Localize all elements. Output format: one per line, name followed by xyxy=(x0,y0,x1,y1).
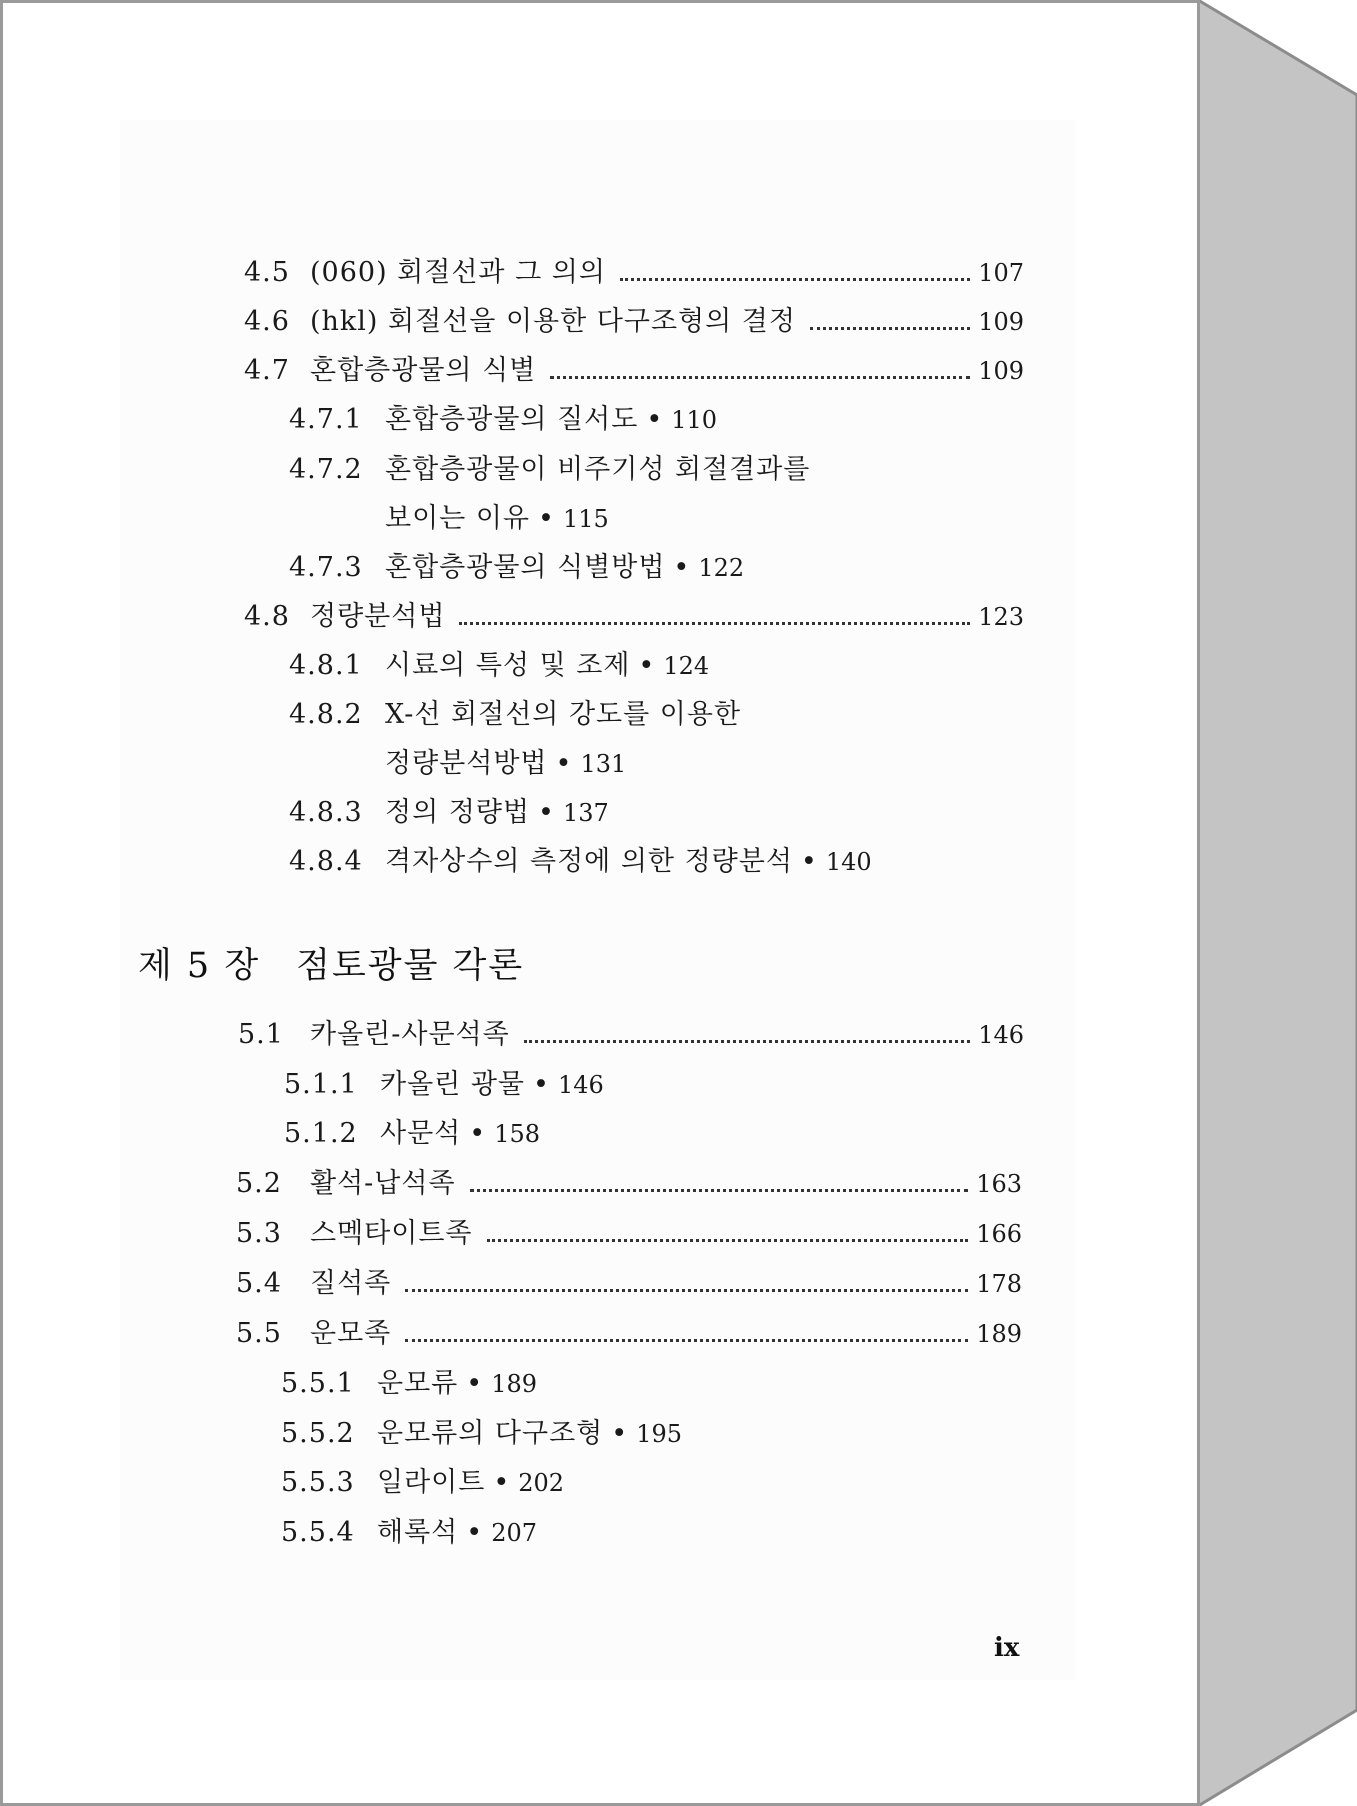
toc-entry-5-3 xyxy=(236,1211,1022,1250)
toc-entry-4-7-2 xyxy=(289,447,810,486)
entry-title: 질석족 xyxy=(310,1268,392,1299)
chapter-heading xyxy=(138,938,524,988)
entry-number: 5.2 xyxy=(236,1168,282,1199)
entry-number: 5.5.3 xyxy=(281,1467,355,1498)
entry-title: (060) 회절선과 그 의의 xyxy=(310,257,606,288)
bullet-separator: • xyxy=(673,552,691,583)
entry-title: 혼합층광물의 질서도 xyxy=(385,404,639,435)
entry-page: 202 xyxy=(518,1469,565,1497)
bullet-separator: • xyxy=(638,650,656,681)
entry-number: 5.5.2 xyxy=(281,1418,355,1449)
toc-entry-5-1 xyxy=(238,1012,1024,1051)
entry-title: 운모족 xyxy=(310,1318,392,1349)
entry-number: 5.3 xyxy=(236,1218,282,1249)
entry-number: 4.7.3 xyxy=(289,552,363,583)
entry-page: 110 xyxy=(671,406,718,434)
entry-page: 107 xyxy=(978,259,1024,287)
bullet-separator: • xyxy=(800,846,818,877)
entry-page: 124 xyxy=(663,652,710,680)
entry-number: 5.5 xyxy=(236,1318,282,1349)
entry-page: 158 xyxy=(494,1120,540,1148)
page-number: ix xyxy=(994,1633,1020,1663)
bullet-separator: • xyxy=(466,1368,484,1399)
entry-title-continued: 정량분석방법 xyxy=(385,748,548,779)
entry-page: 146 xyxy=(978,1021,1024,1049)
toc-entry-5-5 xyxy=(236,1311,1022,1350)
entry-page: 109 xyxy=(978,308,1024,336)
chapter-title: 점토광물 각론 xyxy=(296,946,525,986)
entry-title: 정의 정량법 xyxy=(385,797,530,828)
entry-title: 카올린-사문석족 xyxy=(310,1019,510,1050)
chapter-label: 제 5 장 xyxy=(138,946,261,986)
toc-entry-4-7-3 xyxy=(289,545,744,584)
dot-leader xyxy=(405,1289,968,1292)
entry-title: 활석-납석족 xyxy=(310,1168,456,1199)
toc-entry-4-5 xyxy=(244,250,1024,289)
entry-page: 109 xyxy=(978,357,1024,385)
toc-entry-5-2 xyxy=(236,1161,1022,1200)
entry-number: 4.8.3 xyxy=(289,797,363,828)
toc-entry-5-5-2 xyxy=(281,1411,682,1450)
toc-entry-5-5-3 xyxy=(281,1460,564,1499)
dot-leader xyxy=(524,1040,970,1043)
entry-title: 카올린 광물 xyxy=(380,1069,525,1100)
toc-entry-4-7-2-cont xyxy=(385,496,609,535)
dot-leader xyxy=(620,278,970,281)
toc-entry-4-7 xyxy=(244,348,1024,387)
entry-number: 5.5.4 xyxy=(281,1517,355,1548)
entry-number: 4.7.2 xyxy=(289,454,363,485)
entry-title: 해록석 xyxy=(377,1517,459,1548)
bullet-separator: • xyxy=(538,797,555,828)
entry-title: 혼합층광물의 식별 xyxy=(310,355,537,386)
entry-page: 131 xyxy=(580,750,627,778)
bullet-separator: • xyxy=(469,1118,487,1149)
toc-entry-4-7-1 xyxy=(289,397,717,436)
entry-number: 4.8.4 xyxy=(289,846,363,877)
toc-entry-4-8-1 xyxy=(289,643,709,682)
bullet-separator: • xyxy=(611,1418,629,1449)
entry-page: 123 xyxy=(978,603,1024,631)
bullet-separator: • xyxy=(533,1069,550,1100)
entry-page: 122 xyxy=(698,554,745,582)
toc-entry-4-8-2-cont xyxy=(385,741,626,780)
bullet-separator: • xyxy=(493,1467,511,1498)
entry-number: 5.1 xyxy=(238,1019,284,1050)
entry-number: 4.7.1 xyxy=(289,404,363,435)
entry-number: 5.1.1 xyxy=(284,1069,358,1100)
dot-leader xyxy=(405,1339,968,1342)
entry-number: 4.8 xyxy=(244,601,290,632)
entry-title: 일라이트 xyxy=(377,1467,486,1498)
entry-title: (hkl) 회절선을 이용한 다구조형의 결정 xyxy=(310,306,796,337)
entry-page: 189 xyxy=(976,1320,1022,1348)
toc-entry-4-8 xyxy=(244,594,1024,633)
entry-title: 격자상수의 측정에 의한 정량분석 xyxy=(385,846,793,877)
bullet-separator: • xyxy=(538,503,555,534)
entry-title-continued: 보이는 이유 xyxy=(385,503,530,534)
entry-number: 4.8.1 xyxy=(289,650,363,681)
entry-number: 4.7 xyxy=(244,355,290,386)
entry-page: 140 xyxy=(825,848,872,876)
dot-leader xyxy=(810,327,970,330)
entry-number: 4.5 xyxy=(244,257,290,288)
toc-entry-4-8-4 xyxy=(289,839,872,878)
entry-page: 137 xyxy=(562,799,609,827)
entry-title: X-선 회절선의 강도를 이용한 xyxy=(385,699,742,730)
toc-entry-4-8-2 xyxy=(289,692,741,731)
dot-leader xyxy=(487,1239,969,1242)
entry-page: 195 xyxy=(636,1420,682,1448)
entry-page: 178 xyxy=(976,1270,1022,1298)
entry-page: 115 xyxy=(562,505,609,533)
entry-title: 사문석 xyxy=(380,1118,462,1149)
entry-page: 207 xyxy=(491,1519,537,1547)
entry-title: 정량분석법 xyxy=(310,601,446,632)
bullet-separator: • xyxy=(646,404,664,435)
toc-entry-4-6 xyxy=(244,299,1024,338)
entry-page: 163 xyxy=(976,1170,1022,1198)
entry-page: 166 xyxy=(976,1220,1022,1248)
entry-title: 혼합층광물의 식별방법 xyxy=(385,552,666,583)
entry-number: 4.8.2 xyxy=(289,699,363,730)
bullet-separator: • xyxy=(555,748,573,779)
dot-leader xyxy=(459,622,970,625)
entry-number: 5.5.1 xyxy=(281,1368,355,1399)
entry-title: 혼합층광물이 비주기성 회절결과를 xyxy=(385,454,811,485)
entry-page: 189 xyxy=(491,1370,537,1398)
entry-title: 시료의 특성 및 조제 xyxy=(385,650,631,681)
toc-entry-5-1-2 xyxy=(284,1111,540,1150)
toc-entry-5-4 xyxy=(236,1261,1022,1300)
entry-title: 운모류의 다구조형 xyxy=(377,1418,604,1449)
entry-number: 5.4 xyxy=(236,1268,282,1299)
toc-entry-5-5-1 xyxy=(281,1361,537,1400)
entry-title: 운모류 xyxy=(377,1368,459,1399)
toc-entry-5-5-4 xyxy=(281,1510,537,1549)
entry-page: 146 xyxy=(557,1071,604,1099)
entry-number: 4.6 xyxy=(244,306,290,337)
dot-leader xyxy=(470,1189,969,1192)
toc-entry-5-1-1 xyxy=(284,1062,604,1101)
bullet-separator: • xyxy=(466,1517,484,1548)
toc-entry-4-8-3 xyxy=(289,790,609,829)
entry-number: 5.1.2 xyxy=(284,1118,358,1149)
entry-title: 스멕타이트족 xyxy=(310,1218,473,1249)
dot-leader xyxy=(550,376,970,379)
